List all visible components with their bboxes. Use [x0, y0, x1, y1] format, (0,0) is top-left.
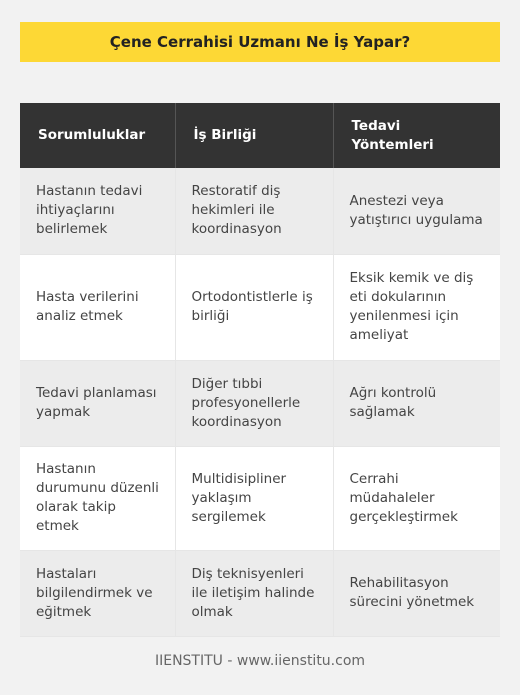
- table-cell: Hastanın tedavi ihtiyaçlarını belirlemek: [20, 168, 175, 254]
- table-cell: Restoratif diş hekimleri ile koordinasyon: [175, 168, 333, 254]
- column-header-responsibilities: Sorumluluklar: [20, 103, 175, 168]
- table-cell: Ortodontistlerle iş birliği: [175, 254, 333, 360]
- table-row: [20, 360, 500, 446]
- table-cell: Hastanın durumunu düzenli olarak takip etmek: [20, 446, 175, 550]
- table-cell: Diş teknisyenleri ile iletişim halinde olmak: [175, 550, 333, 636]
- page-title: Çene Cerrahisi Uzmanı Ne İş Yapar?: [20, 22, 500, 62]
- responsibilities-table: [20, 103, 500, 637]
- table-cell: Rehabilitasyon sürecini yönetmek: [333, 550, 500, 636]
- table-row: [20, 550, 500, 636]
- footer-text: IIENSTITU - www.iienstitu.com: [154, 653, 366, 669]
- table-cell: Cerrahi müdahaleler gerçekleştirmek: [333, 446, 500, 550]
- table-cell: Diğer tıbbi profesyonellerle koordinasyon: [175, 360, 333, 446]
- column-header-treatment-methods: Tedavi Yöntemleri: [333, 103, 500, 168]
- table-cell: Eksik kemik ve diş eti dokularının yenilenmesi için ameliyat: [333, 254, 500, 360]
- table-cell: Anestezi veya yatıştırıcı uygulama: [333, 168, 500, 254]
- table-cell: Multidisipliner yaklaşım sergilemek: [175, 446, 333, 550]
- table-cell: Ağrı kontrolü sağlamak: [333, 360, 500, 446]
- table-row: [20, 254, 500, 360]
- table-row: [20, 168, 500, 254]
- table-cell: Hastaları bilgilendirmek ve eğitmek: [20, 550, 175, 636]
- table-cell: Hasta verilerini analiz etmek: [20, 254, 175, 360]
- table-header-row: [20, 103, 500, 168]
- table-row: [20, 446, 500, 550]
- table-cell: Tedavi planlaması yapmak: [20, 360, 175, 446]
- column-header-collaboration: İş Birliği: [175, 103, 333, 168]
